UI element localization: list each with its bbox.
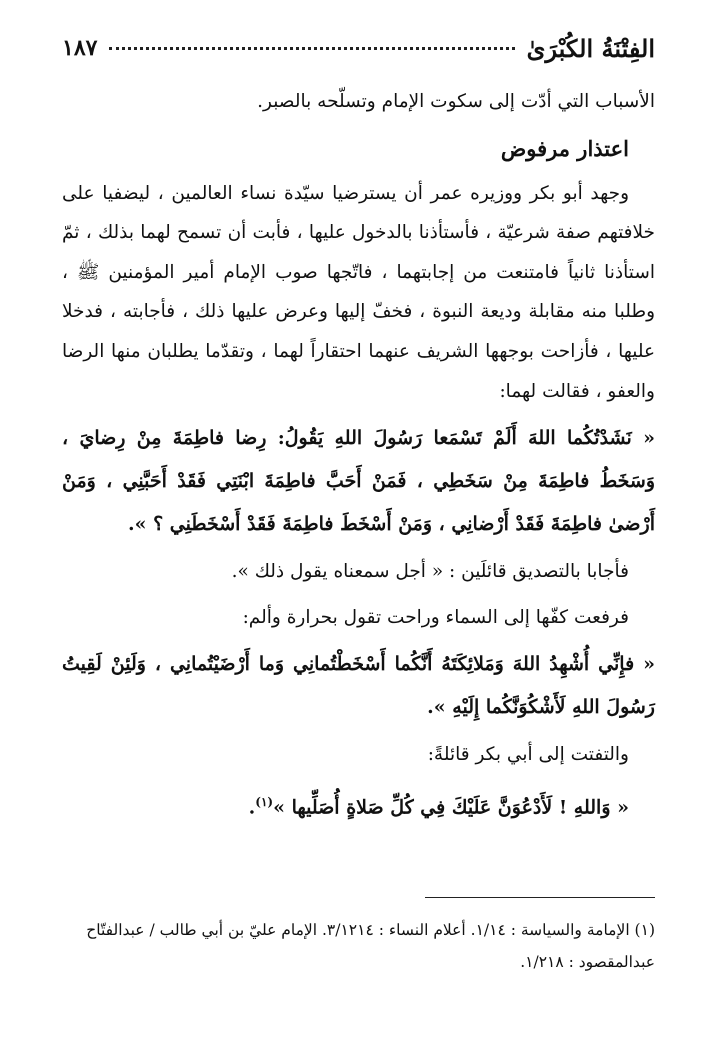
page-body — [62, 82, 655, 835]
running-title: الفِتْنَةُ الكُبْرَىٰ — [526, 33, 655, 63]
page-number: ١٨٧ — [62, 35, 98, 61]
section-heading: اعتذار مرفوض — [500, 135, 629, 161]
page-header — [62, 30, 655, 66]
intro-line: الأسباب التي أدّت إلى سكوت الإمام وتسلّحه بالصبر. — [257, 91, 655, 112]
header-dotted-leader — [109, 47, 514, 50]
quote-oath-end: . — [248, 796, 256, 819]
raise-hands-line: فرفعت كفّها إلى السماء وراحت تقول بحرارة وألم: — [242, 606, 629, 628]
footnotes — [62, 914, 655, 978]
footnote-reference[interactable]: (١) — [255, 794, 274, 809]
reply-line: فأجابا بالتصديق قائلَين : « أجل سمعناه يقول ذلك ». — [231, 561, 629, 583]
quote-testimony: « فإِنِّي أُشْهِدُ اللهَ وَمَلائِكَتَهُ أَنَّكُما أَسْخَطْتُمانِي وَما أَرْضَيْتُمانِي ، وَلَئِنْ لَقِيتُ رَسُولَ اللهِ لَأَشْكُوَنَّكُما إِلَيْهِ ». — [62, 653, 655, 719]
turn-line: والتفتت إلى أبي بكر قائلةً: — [427, 744, 629, 766]
footnote-line-2: عبدالمقصود : ١/٢١٨. — [520, 953, 655, 971]
main-paragraph: وجهد أبو بكر ووزيره عمر أن يسترضيا سيّدة نساء العالمين ، ليضفيا على خلافتهم صفة شرعيّة ، فأستأذنا بالدخول عليها ، فأبت أن تسمح لهما بذلك ، ثمّ استأذنا ثانياً فامتنعت من إجابتهما ، فاتّجها صوب الإمام أمير المؤمنين ﷺ ، وطلبا منه مقابلة وديعة النبوة ، فخفّ إليها وعرض عليها ذلك ، فأجابته ، فدخلا عليها ، فأزاحت بوجهها الشريف عنهما احتقاراً لهما ، وتقدّما يطلبان منها الرضا والعفو ، فقالت لهما: — [62, 182, 655, 402]
quote-oath — [62, 781, 655, 829]
footnote-line-1: (١) الإمامة والسياسة : ١/١٤. أعلام النساء : ٣/١٢١٤. الإمام عليّ بن أبي طالب / عبدالفتّاح — [86, 921, 655, 939]
quote-oath-text: « وَاللهِ ! لَأَدْعُوَنَّ عَلَيْكَ فِي كُلِّ صَلاةٍ أُصَلِّيها » — [273, 796, 629, 819]
footnote-divider — [425, 897, 655, 898]
quote-hadith: « نَشَدْتُكُما اللهَ أَلَمْ تَسْمَعا رَسُولَ اللهِ يَقُولُ: رِضا فاطِمَةَ مِنْ رِضايَ ، وَسَخَطُ فاطِمَةَ مِنْ سَخَطِي ، فَمَنْ أَحَبَّ فاطِمَةَ ابْنَتِي فَقَدْ أَحَبَّنِي ، وَمَنْ أَرْضىٰ فاطِمَةَ فَقَدْ أَرْضانِي ، وَمَنْ أَسْخَطَ فاطِمَةَ فَقَدْ أَسْخَطَنِي ؟ ». — [62, 427, 655, 536]
